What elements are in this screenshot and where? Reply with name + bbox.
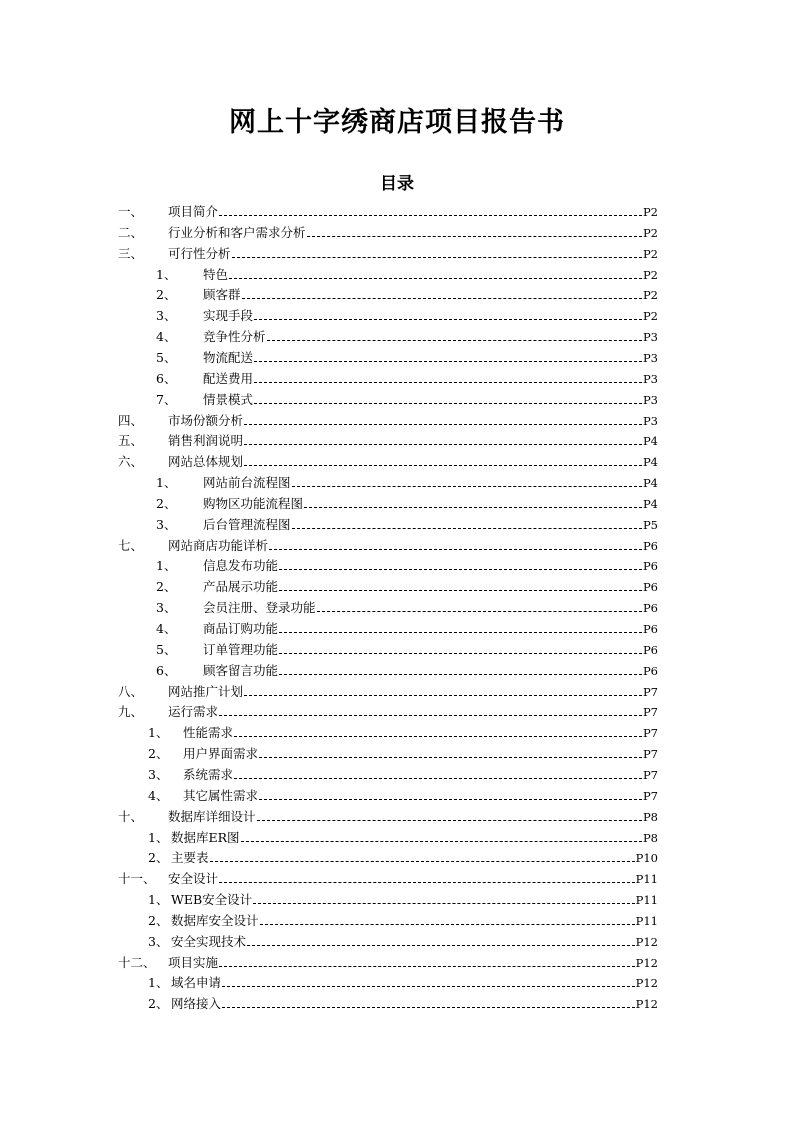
toc-entry-number: 3、	[148, 933, 169, 949]
toc-entry-page: P11	[635, 872, 658, 887]
toc-entry[interactable]	[156, 619, 658, 637]
toc-entry-label: 性能需求	[183, 725, 234, 741]
toc-entry-number: 十一、	[118, 871, 156, 887]
toc-leader-line	[219, 882, 635, 883]
toc-entry-label: 物流配送	[203, 349, 254, 365]
toc-entry-page: P2	[642, 246, 658, 261]
toc-entry-label: 竞争性分析	[203, 329, 266, 345]
toc-leader-line	[229, 278, 642, 279]
toc-entry-number: 2、	[156, 495, 177, 511]
toc-entry-number: 2、	[148, 996, 169, 1012]
toc-leader-line	[279, 674, 642, 675]
toc-entry-page: P2	[642, 288, 658, 303]
toc-entry-page: P7	[642, 684, 658, 699]
toc-entry-page: P7	[642, 726, 658, 741]
toc-leader-line	[219, 966, 635, 967]
toc-entry-number: 一、	[118, 204, 144, 219]
toc-entry[interactable]	[156, 640, 658, 658]
toc-entry[interactable]	[156, 473, 658, 491]
toc-entry-label: 网络接入	[171, 996, 222, 1012]
toc-entry[interactable]	[156, 285, 658, 303]
toc-entry-number: 十、	[118, 808, 144, 824]
toc-entry-page: P10	[635, 851, 658, 866]
toc-entry-number: 1、	[156, 475, 177, 491]
toc-entry-page: P12	[635, 997, 658, 1012]
toc-entry-number: 1、	[156, 266, 177, 282]
toc-entry-number: 二、	[118, 224, 144, 240]
toc-leader-line	[241, 841, 642, 842]
toc-entry[interactable]	[156, 556, 658, 574]
toc-entry[interactable]	[118, 536, 658, 554]
toc-entry-number: 1、	[156, 558, 177, 574]
toc-entry-page: P7	[642, 767, 658, 782]
toc-entry-page: P2	[642, 205, 658, 219]
toc-entry-page: P11	[635, 913, 658, 928]
toc-leader-line	[254, 319, 642, 320]
toc-entry-label: 网站推广计划	[168, 683, 244, 699]
toc-entry[interactable]	[156, 265, 658, 283]
toc-entry-page: P3	[642, 350, 658, 365]
toc-leader-line	[260, 924, 635, 925]
toc-leader-line	[242, 298, 642, 299]
toc-entry-number: 五、	[118, 433, 144, 449]
toc-entry-label: WEB安全设计	[171, 892, 253, 908]
toc-entry[interactable]	[118, 953, 658, 971]
toc-entry-number: 四、	[118, 412, 144, 428]
toc-entry-number: 3、	[148, 766, 169, 782]
toc-leader-line	[269, 549, 642, 550]
toc-entry-number: 六、	[118, 454, 144, 470]
toc-entry[interactable]	[156, 577, 658, 595]
toc-entry-page: P6	[642, 663, 658, 678]
toc-leader-line	[247, 945, 635, 946]
toc-entry-number: 6、	[156, 370, 177, 386]
toc-entry-number: 1、	[148, 975, 169, 991]
toc-entry[interactable]	[156, 348, 658, 366]
toc-leader-line	[254, 403, 642, 404]
toc-entry-label: 主要表	[171, 850, 209, 866]
toc-entry-page: P6	[642, 559, 658, 574]
toc-entry-label: 行业分析和客户需求分析	[168, 224, 306, 240]
toc-leader-line	[279, 632, 642, 633]
toc-entry-page: P6	[642, 622, 658, 636]
toc-entry-label: 情景模式	[203, 391, 254, 407]
toc-entry-number: 2、	[156, 579, 177, 595]
toc-entry-page: P2	[642, 225, 658, 240]
toc-entry[interactable]	[148, 890, 658, 908]
toc-entry[interactable]	[156, 327, 658, 345]
toc-entry[interactable]	[118, 452, 658, 470]
toc-entry-label: 网站总体规划	[168, 454, 244, 470]
toc-entry[interactable]	[148, 828, 658, 846]
toc-entry[interactable]	[156, 598, 658, 616]
toc-entry-page: P2	[642, 267, 658, 282]
toc-entry-label: 网站前台流程图	[203, 475, 291, 491]
toc-entry-label: 配送费用	[203, 370, 254, 386]
toc-entry[interactable]	[118, 411, 658, 429]
toc-entry-number: 七、	[118, 537, 144, 553]
toc-leader-line	[259, 757, 642, 758]
toc-entry[interactable]	[148, 848, 658, 866]
toc-entry-label: 域名申请	[171, 975, 222, 991]
toc-entry-label: 网站商店功能详析	[168, 537, 269, 553]
toc-entry-label: 顾客留言功能	[203, 662, 279, 678]
toc-entry-number: 4、	[156, 329, 177, 345]
toc-entry[interactable]	[156, 661, 658, 679]
toc-leader-line	[244, 695, 642, 696]
toc-entry-label: 市场份额分析	[168, 412, 244, 428]
toc-entry[interactable]	[156, 515, 658, 533]
toc-entry-label: 销售利润说明	[168, 433, 244, 449]
toc-entry[interactable]	[118, 682, 658, 700]
toc-entry-number: 4、	[148, 787, 169, 803]
toc-leader-line	[244, 424, 642, 425]
toc-entry-label: 用户界面需求	[183, 746, 259, 762]
toc-entry-page: P4	[642, 496, 658, 511]
toc-entry-page: P8	[642, 809, 658, 824]
toc-entry-number: 2、	[148, 912, 169, 928]
toc-entry-label: 安全实现技术	[171, 933, 247, 949]
toc-entry-page: P5	[642, 517, 658, 532]
toc-entry-label: 数据库详细设计	[168, 808, 256, 824]
toc-entry[interactable]	[148, 973, 658, 991]
toc-leader-line	[279, 590, 642, 591]
toc-entry-number: 5、	[156, 641, 177, 657]
toc-entry-number: 3、	[156, 308, 177, 324]
toc-entry-label: 订单管理功能	[203, 641, 279, 657]
toc-entry-page: P12	[635, 976, 658, 991]
toc-entry-page: P3	[642, 371, 658, 386]
toc-entry-number: 三、	[118, 245, 144, 261]
toc-entry-label: 实现手段	[203, 308, 254, 324]
toc-entry[interactable]	[118, 807, 658, 825]
toc-entry-page: P2	[642, 309, 658, 324]
toc-leader-line	[219, 715, 642, 716]
toc-leader-line	[292, 486, 642, 487]
toc-leader-line	[259, 799, 642, 800]
toc-entry-page: P6	[642, 601, 658, 616]
toc-leader-line	[234, 736, 642, 737]
toc-entry-page: P4	[642, 455, 658, 470]
toc-entry-label: 商品订购功能	[203, 621, 279, 636]
toc-entry-page: P3	[642, 392, 658, 407]
toc-entry-page: P12	[635, 955, 658, 970]
toc-leader-line	[307, 236, 642, 237]
toc-entry[interactable]	[156, 369, 658, 387]
toc-entry-label: 系统需求	[183, 766, 234, 782]
toc-entry-label: 项目简介	[168, 204, 219, 219]
toc-heading: 目录	[380, 174, 414, 194]
toc-entry-number: 3、	[156, 516, 177, 532]
toc-leader-line	[254, 361, 642, 362]
toc-entry-page: P7	[642, 705, 658, 720]
toc-leader-line	[222, 1007, 635, 1008]
toc-leader-line	[257, 820, 642, 821]
toc-entry[interactable]	[148, 765, 658, 783]
toc-leader-line	[253, 903, 634, 904]
toc-entry-label: 会员注册、登录功能	[203, 600, 316, 616]
toc-entry[interactable]	[118, 244, 658, 262]
toc-leader-line	[254, 382, 642, 383]
toc-entry-label: 其它属性需求	[183, 787, 259, 803]
toc-entry-number: 九、	[118, 704, 144, 720]
toc-entry-number: 2、	[156, 287, 177, 303]
toc-entry-page: P7	[642, 747, 658, 762]
toc-entry-page: P12	[635, 934, 658, 949]
toc-leader-line	[279, 569, 642, 570]
toc-leader-line	[210, 861, 635, 862]
toc-entry[interactable]	[156, 390, 658, 408]
toc-leader-line	[244, 465, 642, 466]
toc-entry-label: 购物区功能流程图	[203, 495, 304, 511]
toc-entry-page: P3	[642, 413, 658, 428]
toc-leader-line	[304, 507, 642, 508]
toc-entry-number: 1、	[148, 892, 169, 908]
toc-entry-number: 7、	[156, 391, 177, 407]
toc-entry-label: 运行需求	[168, 704, 219, 720]
toc-leader-line	[234, 778, 642, 779]
toc-entry[interactable]	[148, 744, 658, 762]
toc-leader-line	[292, 528, 642, 529]
toc-entry-number: 八、	[118, 683, 144, 699]
toc-entry-label: 数据库ER图	[171, 829, 240, 845]
toc-entry-page: P11	[635, 893, 658, 908]
toc-leader-line	[279, 653, 642, 654]
toc-entry-label: 信息发布功能	[203, 558, 279, 574]
document-title: 网上十字绣商店项目报告书	[229, 107, 565, 138]
toc-entry-label: 特色	[203, 266, 229, 282]
toc-entry-page: P4	[642, 434, 658, 449]
toc-entry-page: P3	[642, 330, 658, 345]
toc-entry-number: 十二、	[118, 954, 156, 970]
toc-entry-number: 1、	[148, 829, 169, 845]
toc-entry[interactable]	[118, 223, 658, 241]
toc-leader-line	[317, 611, 642, 612]
toc-entry[interactable]	[148, 932, 658, 950]
toc-entry-page: P8	[642, 830, 658, 845]
toc-entry[interactable]	[118, 202, 658, 220]
toc-entry-label: 安全设计	[168, 871, 219, 887]
toc-leader-line	[244, 444, 642, 445]
toc-leader-line	[232, 257, 642, 258]
toc-entry-number: 4、	[156, 621, 177, 636]
toc-entry-number: 2、	[148, 850, 169, 866]
toc-entry-page: P6	[642, 642, 658, 657]
toc-entry-page: P4	[642, 476, 658, 491]
toc-leader-line	[219, 215, 642, 216]
toc-entry[interactable]	[148, 723, 658, 741]
toc-entry-label: 数据库安全设计	[171, 912, 259, 928]
toc-entry-number: 1、	[148, 725, 169, 741]
toc-entry-label: 后台管理流程图	[203, 516, 291, 532]
toc-entry-number: 5、	[156, 349, 177, 365]
toc-entry-number: 3、	[156, 600, 177, 616]
toc-entry[interactable]	[148, 786, 658, 804]
toc-leader-line	[267, 340, 642, 341]
toc-entry[interactable]	[118, 869, 658, 887]
toc-entry[interactable]	[156, 306, 658, 324]
toc-entry[interactable]	[148, 911, 658, 929]
toc-entry-label: 产品展示功能	[203, 579, 279, 595]
toc-entry[interactable]	[118, 431, 658, 449]
toc-entry-label: 项目实施	[168, 954, 219, 970]
toc-entry[interactable]	[148, 994, 658, 1012]
toc-entry-number: 6、	[156, 662, 177, 678]
toc-entry-label: 顾客群	[203, 287, 241, 303]
toc-leader-line	[222, 986, 635, 987]
toc-entry-label: 可行性分析	[168, 245, 231, 261]
toc-entry-page: P6	[642, 538, 658, 553]
toc-entry-page: P6	[642, 580, 658, 595]
toc-entry-page: P7	[642, 788, 658, 803]
toc-entry[interactable]	[156, 494, 658, 512]
toc-entry-number: 2、	[148, 746, 169, 762]
toc-entry[interactable]	[118, 702, 658, 720]
